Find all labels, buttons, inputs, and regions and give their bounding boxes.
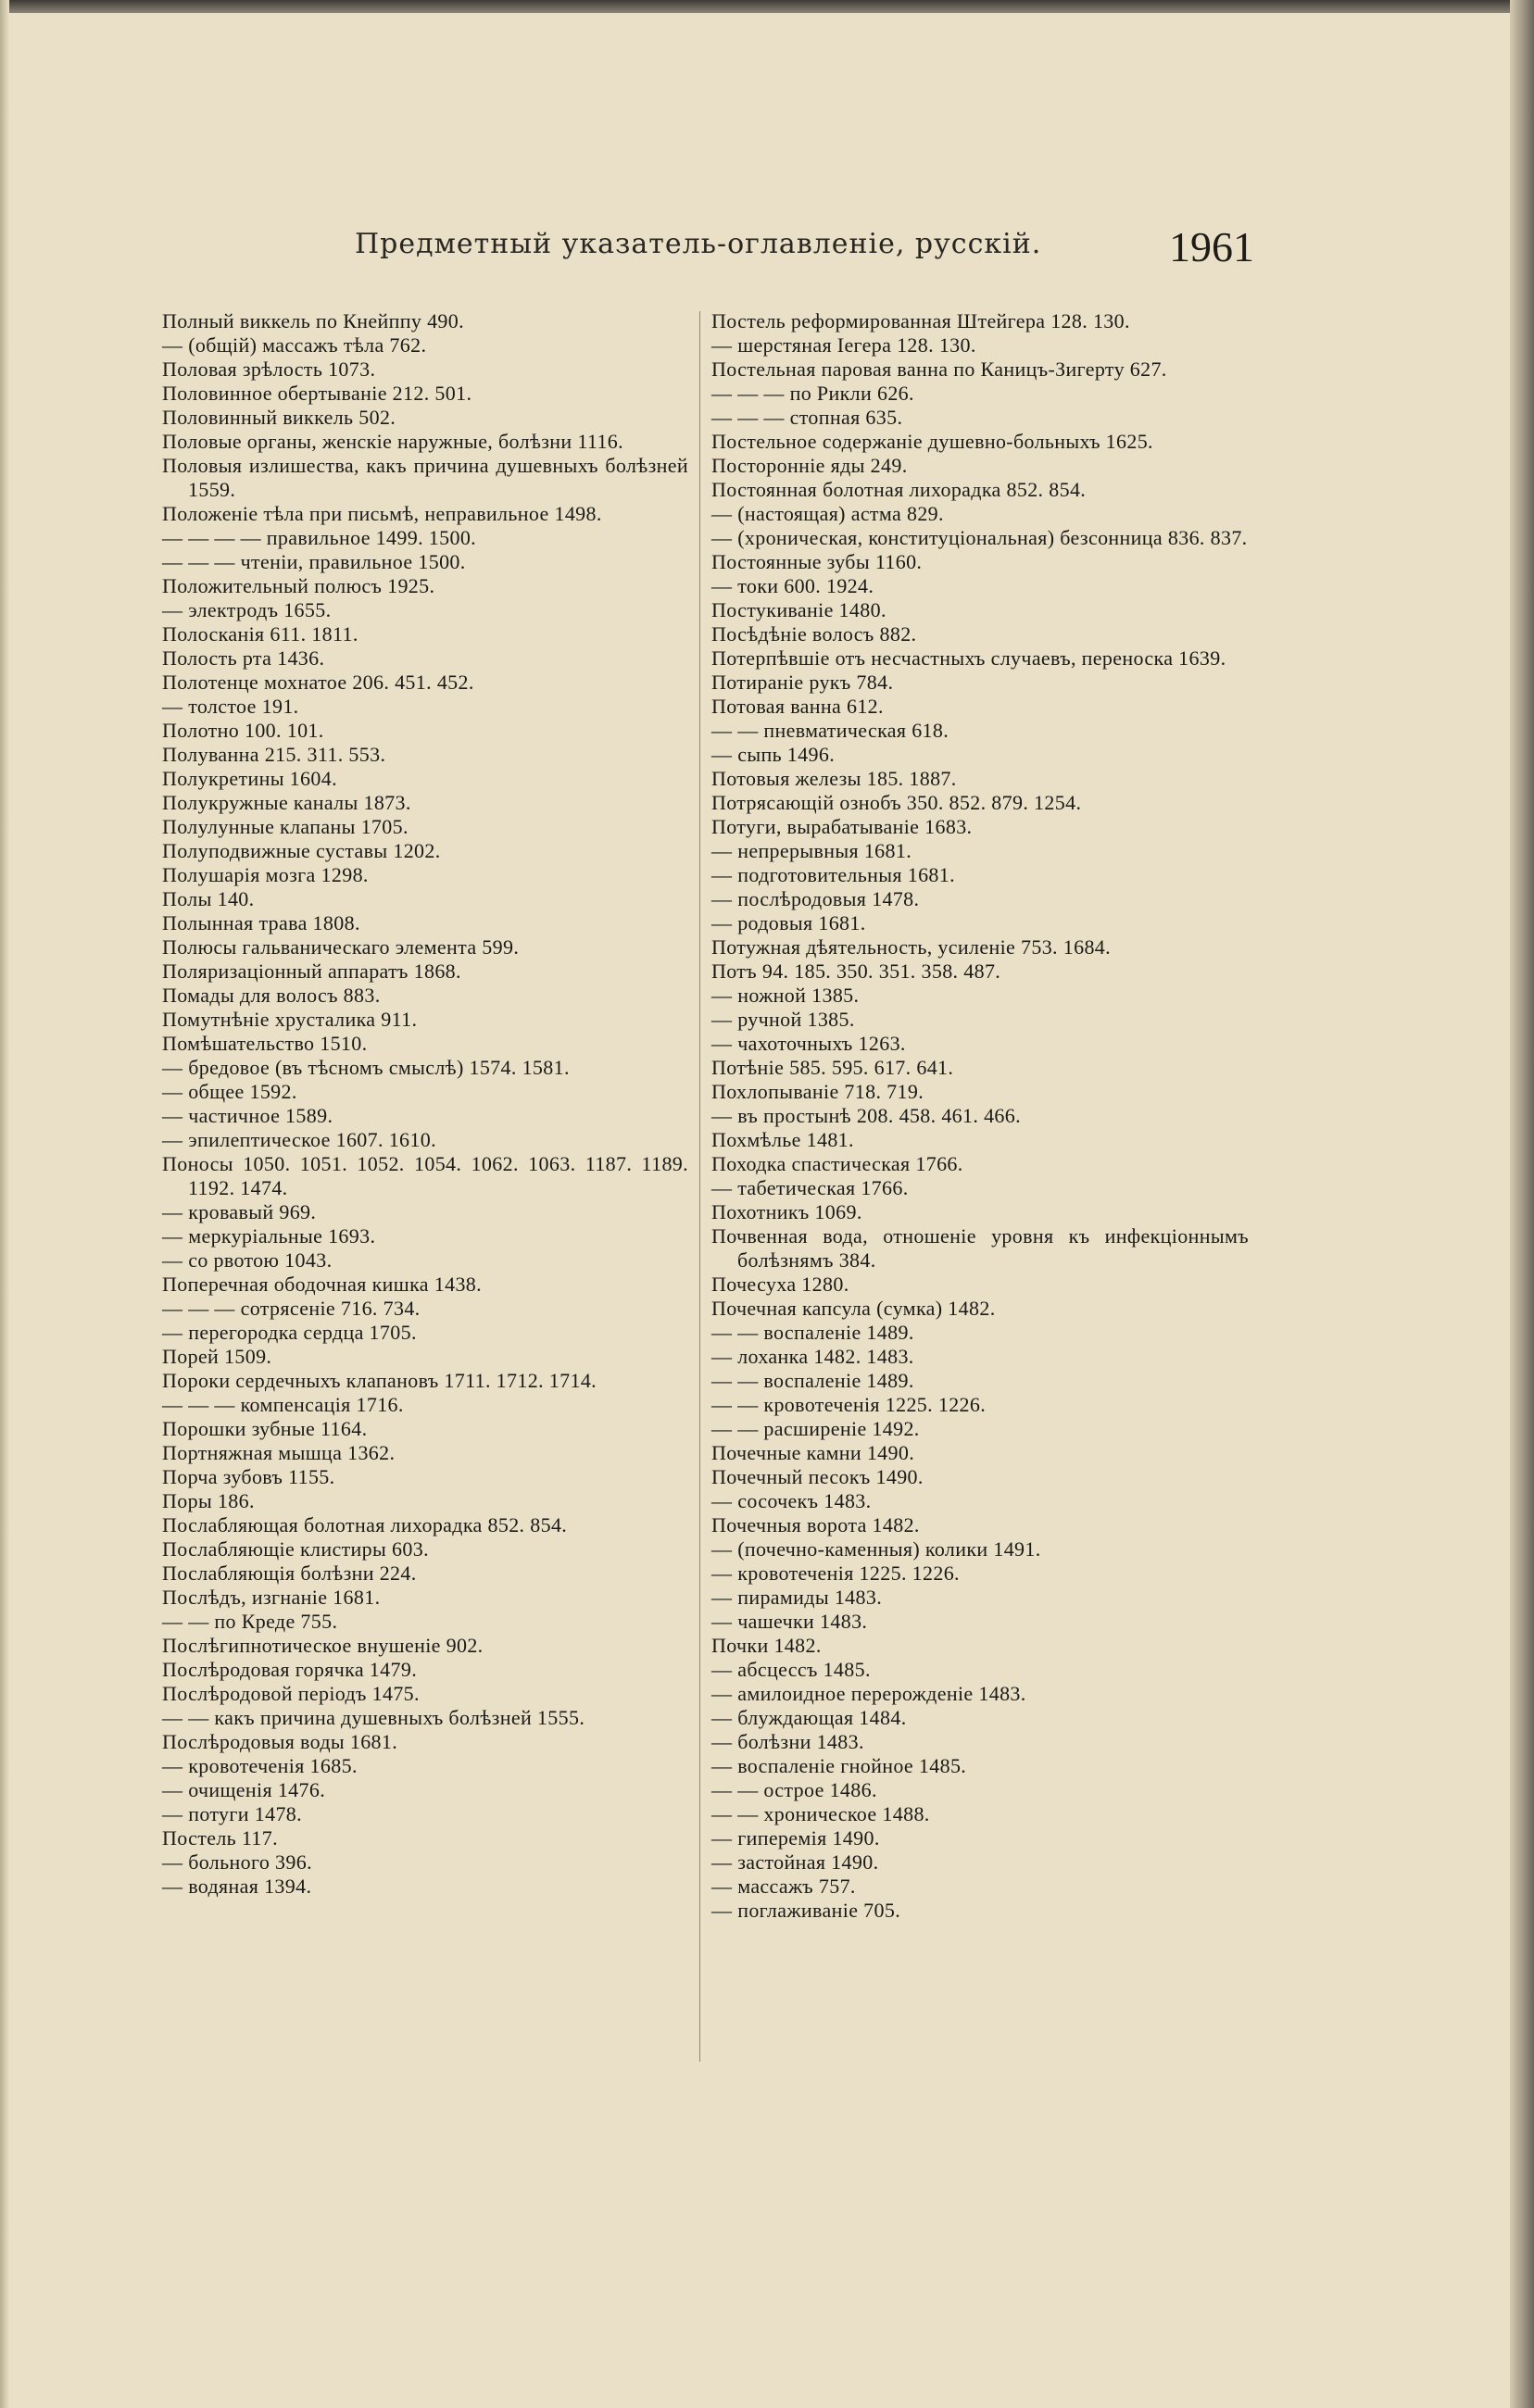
index-entry: Почвенная вода, отношеніе уровня къ инфекціоннымъ болѣзнямъ 384.: [711, 1224, 1249, 1272]
index-entry: — амилоидное перерожденіе 1483.: [711, 1682, 1026, 1705]
index-entry: Послѣродовыя воды 1681.: [162, 1730, 398, 1753]
index-entry: Полость рта 1436.: [162, 646, 325, 670]
index-entry: Поперечная ободочная кишка 1438.: [162, 1273, 482, 1296]
index-entry: Положительный полюсъ 1925.: [162, 574, 435, 597]
index-entry: — — — сотрясеніе 716. 734.: [162, 1297, 421, 1320]
index-entry: Посторонніе яды 249.: [711, 454, 908, 477]
index-entry: Потовыя железы 185. 1887.: [711, 767, 957, 790]
index-entry: Постоянная болотная лихорадка 852. 854.: [711, 478, 1087, 501]
scan-edge-left: [0, 0, 9, 2408]
index-entry: — блуждающая 1484.: [711, 1706, 907, 1729]
index-entry: Постель реформированная Штейгера 128. 130.: [711, 309, 1130, 332]
index-entry: — водяная 1394.: [162, 1875, 312, 1898]
index-entry: Почки 1482.: [711, 1634, 822, 1657]
index-entry: Постукиваніе 1480.: [711, 598, 886, 621]
index-entry: — — — по Рикли 626.: [711, 382, 914, 405]
index-entry: Полукретины 1604.: [162, 767, 337, 790]
index-entry: — эпилептическое 1607. 1610.: [162, 1128, 436, 1151]
index-entry: — частичное 1589.: [162, 1104, 333, 1127]
index-entry: — лоханка 1482. 1483.: [711, 1345, 914, 1368]
index-entry: — меркуріальные 1693.: [162, 1224, 376, 1248]
index-entry: — поглаживаніе 705.: [711, 1899, 901, 1922]
index-entry: Половыя излишества, какъ причина душевныхъ болѣзней 1559.: [162, 454, 688, 501]
index-entry: Постельное содержаніе душевно-больныхъ 1625.: [711, 430, 1153, 453]
index-entry: — табетическая 1766.: [711, 1176, 909, 1199]
index-entry: — родовыя 1681.: [711, 911, 866, 934]
index-entry: Помутнѣніе хрусталика 911.: [162, 1008, 418, 1031]
index-entry: — шерстяная Іегера 128. 130.: [711, 333, 976, 357]
index-entry: Потуги, вырабатываніе 1683.: [711, 815, 973, 838]
index-entry: Помады для волосъ 883.: [162, 984, 381, 1007]
index-entry: — пирамиды 1483.: [711, 1586, 883, 1609]
index-entry: Полукружные каналы 1873.: [162, 791, 411, 814]
index-entry: — кровотеченія 1685.: [162, 1754, 358, 1777]
index-entry: Половинный виккель 502.: [162, 406, 396, 429]
index-entry: — ножной 1385.: [711, 984, 860, 1007]
index-entry: Полушарія мозга 1298.: [162, 863, 369, 886]
index-entry: — (общій) массажъ тѣла 762.: [162, 333, 427, 357]
index-entry: Поносы 1050. 1051. 1052. 1054. 1062. 1063. 1187. 1189. 1192. 1474.: [162, 1152, 688, 1199]
scan-edge-right: [1510, 0, 1534, 2408]
column-divider: [699, 311, 700, 2062]
index-entry: Почечная капсула (сумка) 1482.: [711, 1297, 996, 1320]
index-entry: Послѣдъ, изгнаніе 1681.: [162, 1586, 381, 1609]
index-entry: Порча зубовъ 1155.: [162, 1465, 335, 1488]
index-entry: — болѣзни 1483.: [711, 1730, 864, 1753]
index-entry: Половые органы, женскіе наружные, болѣзни 1116.: [162, 430, 623, 453]
index-entry: Почесуха 1280.: [711, 1273, 849, 1296]
index-entry: Полулунные клапаны 1705.: [162, 815, 409, 838]
index-entry: — воспаленіе гнойное 1485.: [711, 1754, 967, 1777]
index-entry: Послѣродовая горячка 1479.: [162, 1658, 418, 1681]
scan-edge-top: [0, 0, 1534, 13]
page-number: 1961: [1169, 223, 1254, 270]
index-entry: — бредовое (въ тѣсномъ смыслѣ) 1574. 1581.: [162, 1056, 570, 1079]
index-entry: — со рвотою 1043.: [162, 1248, 333, 1272]
index-entry: Половая зрѣлость 1073.: [162, 357, 376, 381]
index-entry: — — — компенсація 1716.: [162, 1393, 404, 1416]
index-entry: Полотенце мохнатое 206. 451. 452.: [162, 671, 474, 694]
index-entry: Полотно 100. 101.: [162, 719, 324, 742]
index-entry: — — воспаленіе 1489.: [711, 1321, 914, 1344]
index-entry: — кровотеченія 1225. 1226.: [711, 1561, 960, 1585]
index-entry: — кровавый 969.: [162, 1200, 317, 1223]
index-entry: — — расширеніе 1492.: [711, 1417, 920, 1440]
index-entry: — перегородка сердца 1705.: [162, 1321, 417, 1344]
index-entry: Полосканія 611. 1811.: [162, 622, 358, 646]
index-entry: — — — чтеніи, правильное 1500.: [162, 550, 466, 573]
index-entry: — послѣродовыя 1478.: [711, 887, 920, 910]
index-entry: — чашечки 1483.: [711, 1610, 868, 1633]
index-entry: Постель 117.: [162, 1826, 278, 1850]
index-entry: — — кровотеченія 1225. 1226.: [711, 1393, 987, 1416]
index-entry: Порошки зубные 1164.: [162, 1417, 368, 1440]
index-entry: — (хроническая, конституціональная) безсонница 836. 837.: [711, 526, 1248, 549]
index-entry: Почечный песокъ 1490.: [711, 1465, 924, 1488]
index-entry: Потѣніе 585. 595. 617. 641.: [711, 1056, 954, 1079]
index-entry: Потовая ванна 612.: [711, 695, 884, 718]
index-entry: — абсцессъ 1485.: [711, 1658, 871, 1681]
index-entry: Полюсы гальваническаго элемента 599.: [162, 935, 520, 959]
index-entry: — гиперемія 1490.: [711, 1826, 880, 1850]
index-entry: Потрясающій ознобъ 350. 852. 879. 1254.: [711, 791, 1082, 814]
index-entry: Потужная дѣятельность, усиленіе 753. 1684.: [711, 935, 1112, 959]
index-entry: Полный виккель по Кнейппу 490.: [162, 309, 464, 332]
index-entry: Полуподвижные суставы 1202.: [162, 839, 441, 862]
index-entry: Портняжная мышца 1362.: [162, 1441, 396, 1464]
index-entry: Положеніе тѣла при письмѣ, неправильное 1498.: [162, 502, 602, 525]
index-entry: — толстое 191.: [162, 695, 299, 718]
index-column-right: [711, 309, 1249, 1923]
index-entry: — массажъ 757.: [711, 1875, 856, 1898]
index-entry: — въ простынѣ 208. 458. 461. 466.: [711, 1104, 1021, 1127]
index-entry: Потираніе рукъ 784.: [711, 671, 894, 694]
index-entry: Похмѣлье 1481.: [711, 1128, 854, 1151]
running-title: Предметный указатель-оглавленіе, русскій.: [355, 228, 1042, 260]
index-entry: — токи 600. 1924.: [711, 574, 874, 597]
index-entry: Послѣгипнотическое внушеніе 902.: [162, 1634, 484, 1657]
index-entry: — электродъ 1655.: [162, 598, 332, 621]
index-entry: Поры 186.: [162, 1489, 255, 1512]
index-entry: — общее 1592.: [162, 1080, 297, 1103]
index-entry: — (почечно-каменныя) колики 1491.: [711, 1537, 1041, 1561]
index-entry: — чахоточныхъ 1263.: [711, 1032, 906, 1055]
index-entry: Почечныя ворота 1482.: [711, 1513, 920, 1536]
index-entry: Похотникъ 1069.: [711, 1200, 862, 1223]
index-entry: Постельная паровая ванна по Каницъ-Зигерту 627.: [711, 357, 1167, 381]
index-entry: Пороки сердечныхъ клапановъ 1711. 1712. 1714.: [162, 1369, 597, 1392]
index-entry: Похлопываніе 718. 719.: [711, 1080, 924, 1103]
index-entry: — потуги 1478.: [162, 1802, 303, 1825]
index-entry: — — острое 1486.: [711, 1778, 877, 1801]
index-entry: — — какъ причина душевныхъ болѣзней 1555.: [162, 1706, 585, 1729]
index-entry: — сосочекъ 1483.: [711, 1489, 872, 1512]
index-entry: Помѣшательство 1510.: [162, 1032, 368, 1055]
index-entry: — — хроническое 1488.: [711, 1802, 930, 1825]
index-entry: — — — — правильное 1499. 1500.: [162, 526, 477, 549]
index-entry: — — — стопная 635.: [711, 406, 903, 429]
index-entry: — (настоящая) астма 829.: [711, 502, 944, 525]
index-entry: — больного 396.: [162, 1850, 312, 1874]
index-entry: Потерпѣвшіе отъ несчастныхъ случаевъ, переноска 1639.: [711, 646, 1226, 670]
index-entry: — непрерывныя 1681.: [711, 839, 912, 862]
index-entry: Посѣдѣніе волосъ 882.: [711, 622, 917, 646]
index-entry: — подготовительныя 1681.: [711, 863, 955, 886]
index-entry: Послабляющія болѣзни 224.: [162, 1561, 417, 1585]
index-entry: Полуванна 215. 311. 553.: [162, 743, 386, 766]
index-entry: Полынная трава 1808.: [162, 911, 360, 934]
index-entry: — — воспаленіе 1489.: [711, 1369, 914, 1392]
index-entry: — сыпь 1496.: [711, 743, 836, 766]
index-entry: Послѣродовой періодъ 1475.: [162, 1682, 420, 1705]
index-entry: — ручной 1385.: [711, 1008, 855, 1031]
index-column-left: [162, 309, 688, 1899]
index-entry: Послабляющая болотная лихорадка 852. 854.: [162, 1513, 568, 1536]
index-entry: — — по Креде 755.: [162, 1610, 338, 1633]
index-entry: Порей 1509.: [162, 1345, 272, 1368]
index-entry: Походка спастическая 1766.: [711, 1152, 963, 1175]
index-entry: Почечные камни 1490.: [711, 1441, 915, 1464]
index-entry: — застойная 1490.: [711, 1850, 879, 1874]
index-entry: — очищенія 1476.: [162, 1778, 326, 1801]
index-entry: Половинное обертыванiе 212. 501.: [162, 382, 472, 405]
index-entry: — — пневматическая 618.: [711, 719, 949, 742]
index-entry: Поляризаціонный аппаратъ 1868.: [162, 959, 461, 983]
index-entry: Послабляющіе клистиры 603.: [162, 1537, 429, 1561]
index-entry: Постоянные зубы 1160.: [711, 550, 923, 573]
index-entry: Полы 140.: [162, 887, 255, 910]
index-entry: Потъ 94. 185. 350. 351. 358. 487.: [711, 959, 1001, 983]
